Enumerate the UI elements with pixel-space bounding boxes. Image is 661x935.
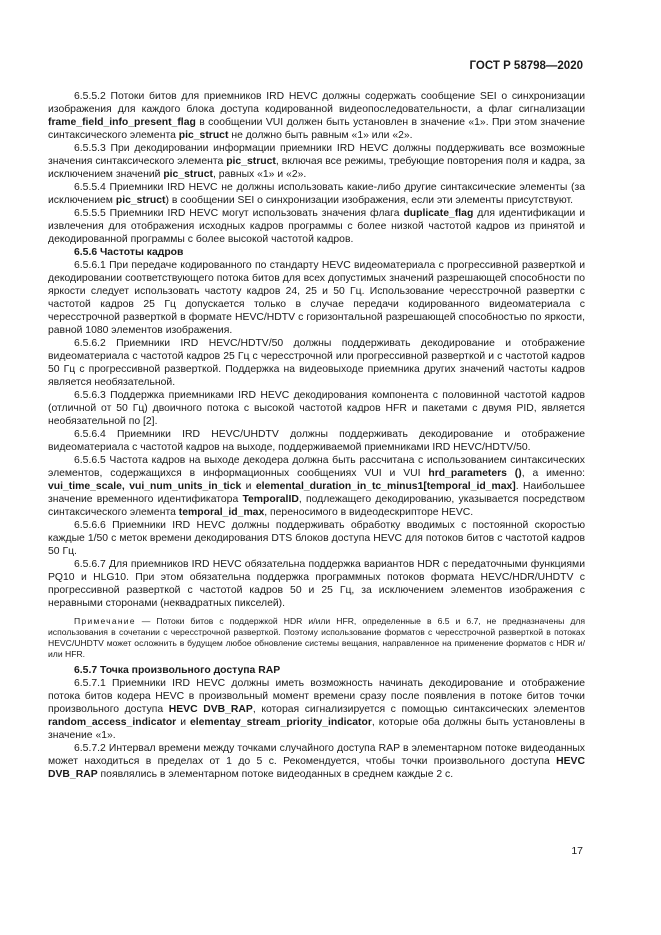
paragraph-text: , равных «1» и «2». [212,169,307,180]
paragraph-text: 6.5.6.1 При передаче кодированного по стандарту HEVC видеоматериала с прогрессивной разверткой и декодировании соответствующего потока битов для всех допустимых значений разрешающей способности по яркости следует использовать частоту кадров 24, 25 и 50 Гц. Использование чересстрочной развертки с частотой кадров 25 Гц допускается только в случае передачи кодированного видеоматериала с чересстрочной разверткой в формате HEVC/HDTV с горизонтальной разрешающей способностью по яркости, равной 1080 элементов изображения. [48,260,585,336]
paragraph-text: 6.5.6.2 Приемники IRD HEVC/HDTV/50 должны поддерживать декодирование и отображение видеоматериала с частотой кадров 25 Гц с чересстрочной или прогрессивной разверткой и с частотой кадров 50 Гц с прогрессивной разверткой. Поддержка на видеовыходе приемника других значений частоты кадров является необязательной. [48,338,585,388]
paragraph [48,142,585,181]
paragraph-text: 6.5.6.6 Приемники IRD HEVC должны поддерживать обработку вводимых с постоянной скоростью каждые 1/50 с меток времени декодирования DTS блоков доступа HEVC для потоков битов с частотой кадров 50 Гц. [48,520,585,557]
syntax-element: pic_struct [115,195,166,206]
paragraph [48,259,585,337]
paragraph [48,90,585,142]
document-body [48,90,585,781]
syntax-element: temporal_id_max [178,507,265,518]
paragraph-text: 6.5.7.1 Приемники IRD HEVC должны иметь возможность начинать декодирование и отображение потока битов кодера HEVC в произвольный момент времени сразу после появления в потоке битов точки произвольного доступа [48,678,585,715]
section-heading: 6.5.6 Частоты кадров [74,247,184,258]
paragraph-text: для идентификации и извлечения для отображения исходных кадров программы с более низкой частотой кадров из принятой и декодированной программы с более высокой частотой кадров. [48,208,585,245]
paragraph [48,389,585,428]
paragraph-text: 6.5.5.3 При декодировании информации приемники IRD HEVC должны поддерживать все возможные значения синтаксического элемента [48,143,585,167]
paragraph-text: не должно быть равным «1» или «2». [228,130,413,141]
paragraph-text: 6.5.6.5 Частота кадров на выходе декодера должна быть рассчитана с использованием синтаксических элементов, содержащихся в информационных сообщениях VUI и VUI [48,455,585,479]
note-label: Примечание [74,616,136,626]
paragraph-text: в сообщении VUI должен быть установлен в значение «1». При этом значение синтаксического элемента [48,117,585,141]
syntax-element: random_access_indicator [48,717,177,728]
paragraph-text: , которая сигнализируется с помощью синтаксических элементов [252,704,585,715]
syntax-element: pic_struct [178,130,229,141]
syntax-element: pic_struct [163,169,213,180]
syntax-element: hrd_parameters () [428,468,522,479]
syntax-element: TemporalID [242,494,299,505]
paragraph [48,742,585,781]
section-heading: 6.5.7 Точка произвольного доступа RAP [74,665,281,676]
syntax-element: vui_time_scale, vui_num_units_in_tick [48,481,242,492]
paragraph [48,181,585,207]
paragraph-text: , включая все режимы, требующие повторения поля и кадра, за исключением значений [48,156,586,180]
syntax-element: pic_struct [226,156,276,167]
paragraph [48,677,585,742]
syntax-element: elementay_stream_priority_indicator [189,717,372,728]
paragraph-text: , которые оба должны быть установлены в значение «1». [48,717,586,741]
paragraph-text: 6.5.5.5 Приемники IRD HEVC могут использовать значения флага [74,208,404,219]
paragraph-text: 6.5.6.7 Для приемников IRD HEVC обязательна поддержка вариантов HDR с передаточными функциями PQ10 и HLG10. При этом обязательна поддержка программных потоков формата HEVC/HDR/UHDTV с прогрессивной разверткой с частотой кадров 50 и 25 Гц, за исключением элементов изображения с неравными сторонами (неквадратных пикселей). [48,559,585,609]
paragraph [48,558,585,610]
syntax-element: frame_field_info_present_flag [48,117,196,128]
document-id: ГОСТ Р 58798—2020 [469,60,583,72]
paragraph [48,428,585,454]
syntax-element: elemental_duration_in_tc_minus1[temporal_id_max] [255,481,516,492]
paragraph-text: 6.5.7.2 Интервал времени между точками случайного доступа RAP в элементарном потоке видеоданных может находиться в пределах от 1 до 5 с. Рекомендуется, чтобы точки произвольного доступа [48,743,585,767]
note-text: — Потоки битов с поддержкой HDR и/или HFR, определенные в 6.5 и 6.7, не предназначены для использования в сочетании с чересстрочной разверткой. Поэтому использование форматов с чересстрочной разверткой в потоках HEVC/UHDTV может осложнить в будущем любое обновление системы вещания, направленное на применение форматов с HDR и/или HFR. [48,616,585,659]
paragraph-text: и [241,481,256,492]
paragraph [48,519,585,558]
paragraph-text: появлялись в элементарном потоке видеоданных в среднем каждые 2 с. [97,769,454,780]
syntax-element: duplicate_flag [403,208,474,219]
syntax-element: HEVC DVB_RAP [168,704,253,715]
paragraph-text: ) в сообщении SEI о синхронизации изображения, если эти элементы присутствуют. [165,195,573,206]
paragraph-text: . Наибольшее значение временного идентификатора [48,481,586,505]
paragraph-text: , переносимого в видеодескрипторе HEVC. [264,507,474,518]
paragraph-text: 6.5.5.4 Приемники IRD HEVC не должны использовать какие-либо другие синтаксические элементы (за исключением [48,182,585,206]
paragraph-text: и [176,717,190,728]
syntax-element: HEVC DVB_RAP [48,756,585,780]
note [48,616,585,660]
paragraph [48,337,585,389]
page-number: 17 [571,845,583,857]
paragraph-text: 6.5.5.2 Потоки битов для приемников IRD HEVC должны содержать сообщение SEI о синхронизации изображения для каждого блока доступа кодированной видеопоследовательности, а флаг сигнализации [48,91,585,115]
paragraph-text: 6.5.6.3 Поддержка приемниками IRD HEVC декодирования компонента с половинной частотой кадров (отличной от 50 Гц) двоичного потока с высокой частотой кадров HFR и пакетами с двумя PID, является необязательной по [2]. [48,390,585,427]
paragraph-text: 6.5.6.4 Приемники IRD HEVC/UHDTV должны поддерживать декодирование и отображение видеоматериала с частотой кадров на выходе, поддерживаемой приемниками IRD HEVC/HDTV/50. [48,429,585,453]
paragraph-text: , подлежащего декодированию, указывается посредством синтаксического элемента [48,494,585,518]
paragraph [48,454,585,519]
paragraph [48,207,585,246]
paragraph-text: , а именно: [521,468,585,479]
